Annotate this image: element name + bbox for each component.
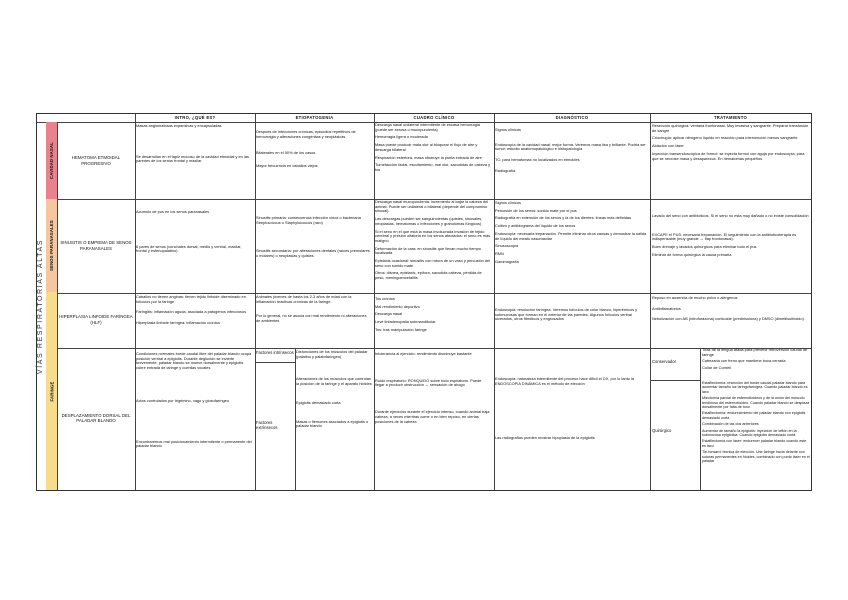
row-name-sinusitis: SINUSITIS O EMPIEMA DE SENOS PARANASALES <box>60 240 132 251</box>
section-senos-paranasales: SENOS PARANASALES <box>46 199 58 292</box>
cell-despl-trat-conservador: Tiras de la lengua atada para prevenir retroversión caudal de faringe Cabezada con freno que mantiene boca cerrada Collar de Cornell <box>702 348 808 371</box>
cell-hiper-etio: Animales jóvenes de hasta los 2-3 años de edad con la inflamación reactivas crónicas de la faringe. Por lo general, no se asocia con mal rendimiento ni alteraciones de ambientes <box>256 295 367 324</box>
cell-sinusitis-trat: Lavado del seno con antibióticos. Si el seno no esta muy dañado o no existe consolidación EXCAPE el PUS: necesaria trepanación. El seguimiento con la antibioticoterapia es indispensable (muy grande → flap frontonasal). Buen drenaje y lavados quirúrgicos para eliminar todo el pus Eliminar de forma quirúrgica la causa primaria <box>652 214 809 257</box>
label-factores-extrinsecos: Factores extrínsecos <box>256 420 278 430</box>
header-etiopatogenia: ETIOPATOGENIA <box>295 115 334 120</box>
row-name-hiperplasia: HIPERPLASIA LINFOIDE FARÍNGEA (HLF) <box>59 314 133 325</box>
header-cuadro-clinico: CUADRO CLÍNICO <box>413 115 455 120</box>
cell-hema-intro: Masas angiomatosas expansivas y encapsuladas Se desarrollan en el tapiz mucoso de la cavidad etmoidal y en las paredes de los senos frontal y maxilar <box>136 124 249 164</box>
section-cavidad-nasal: CAVIDAD NASAL <box>46 122 58 199</box>
row-divider <box>47 293 811 294</box>
cell-sinusitis-etio: Sinusitis primaria: consecuencia infección vírica o bacteriana Streptococcus o Staphylococcus (raro) Sinusitis secundaria: por alteraciones dentales (raíces premolares o molares) o neoplasias y quistes <box>256 216 370 259</box>
label-quirurgico: Quirúrgico <box>652 428 672 433</box>
cell-sinusitis-cuadro: Descarga nasal mucopurulenta: incremento al bajar la cabeza del animal. Puede ser unilateral o bilateral (depende del compromiso sinusal). Las descargas pueden ser sanguinolentas (quistes, sinusales, neoplasias, hematomas o infecciones y granulomas fúngicos) Si el seno en el que está la masa involucrada invasión de tejido cerebral y presión olfatoria en los senos afectados: el seno es más maligno Deformación de la cara: en sinusitis que llevan mucho tiempo localizada Epistaxis ocasional: sinusitis con rotura de un vaso y percusión del seno con sonido mate Otros: disnea, epistaxis, epífora, sacudida cabeza, pérdida de peso, meningoencefalitis <box>375 200 491 281</box>
label-factores-intrinsecos: Factores intrínsecos <box>256 350 294 355</box>
header-intro: INTRO, ¿QUÉ ES? <box>174 115 216 120</box>
cell-despl-diag: Endoscopia: naturaleza intermitente del proceso hace difícil el DX, por lo tanto la ENDOSCOPIA DINÁMICA es el método de elección Las radiografías pueden mostrar hipoplasia de la epiglotis <box>495 377 635 441</box>
sub-divider <box>650 380 700 381</box>
sub-divider <box>255 362 295 363</box>
section-faringe: FARINGE <box>46 292 58 490</box>
cell-hiper-diag: Endoscopia: resolución faríngea. Veremos folículos de color blanco, hiperémicos y submucosas que forman en el exterior de las paredes. Algunos folículos ventral ulcerados, otros fibróticos y engrosados <box>495 308 638 322</box>
cell-sinusitis-intro: Acúmulo de pus en los senos paranasales 6 pares de senos (conchales dorsal, medio y ventral, maxilar, frontal y esfenopalatino) <box>136 210 242 254</box>
cell-hiper-cuadro: Tos crónica Mal rendimiento deportivo Descarga nasal Leve linfadenopatía submandibular Tos: tras manipulación faringe <box>375 297 436 332</box>
label-conservador: Conservador <box>652 359 676 364</box>
cell-despl-trat-quirurgico: Estafilectomía: resección del borde caudal paladar blando para aumentar tamaño luz laringofaríngea. Cuando paladar blando es laxo Miectomía parcial de esternotioideos y de la unión del músculo tendinoso del esternotioideo. Cuando paladar blando se desplaza dorsalmente por falta de tono Estafilectomía: endurecimiento del paladar blando con epiglotis demasiado corta Combinación de las dos anteriores Aumentar de tamaño la epiglotis: inyección de teflón en la submucosa epiglótica. Cuando epiglotis demasiado corta Estafilectomía con láser: endurecer paladar blando cuando este es laxo Tie-forward: técnica de elección. Une laringe hacia delante con suturas permanentes en hioides, combinado con punto láser en el paladar <box>702 381 810 464</box>
header-tratamiento: TRATAMIENTO <box>713 115 748 120</box>
row-name-hematoma: HEMATOMA ETMOIDAL PROGRESIVO <box>71 155 121 166</box>
sub-divider <box>700 348 701 490</box>
cell-despl-intro: Condiciones normales borde caudal libre del paladar blando ocupa posición ventral a epiglotis. Durante deglución se invierte brevemente, paladar blando se mueve dorsalmente y epiglotis cubre entrada de laringe y cuerdas vocales Actos controlados por trigémino, vago y glosofaríngeo Encontraremos mal posicionamiento intermitente o permanente del paladar blando <box>136 352 252 449</box>
cell-hema-trat: Resección quirúrgica: ventana frontonasal. Muy invasiva y sangrante. Preparar transfusión de sangre Criocirugía: aplicar nitrógeno líquido en reacción para intervención menos sangrante Ablación con láser Inyección transendoscópica de formol: se inyecta formol con aguja por endoscopia, para que se necrose masa y desaparezca. En hematomas pequeños <box>652 124 809 161</box>
cell-hema-diag: Signos clínicos Endoscopía de la cavidad nasal: mejor forma. Veremos masa lisa y brillante. Podría ser tumor: estudio anatomopatológico e histopatología TC: para hematomas no localizados en etmoides Radiografía <box>495 128 646 173</box>
cell-hema-cuadro: Descarga nasal unilateral intermitente de escasa hemorragia (puede ser serosa o mucopurulenta) Hemorragia ligera o moderada Masa puede producir mala olor al bloquear el flujo de aire y descarga bilateral Respiración estertora, masa obstruye la punta entrada de aire Tumefacción facial, escofamiento, mal olor, sacudidas de cabeza y tos <box>375 123 491 172</box>
header-diagnostico: DIAGNÓSTICO <box>555 115 589 120</box>
cell-hiper-intro: Caballos no tienen anginas: tienen tejido linfoide diseminado en folículos por la faringe Faringitis: inflamación aguda, asociada a patógenos infecciosos Hiperplasia linfoide faríngea: inflamación crónica <box>136 295 247 326</box>
cell-sinusitis-diag: Signos clínicos Percusión de los senos: sonido mate por el pus Radiografía en extensión de los senos y la de los dientes: líneas más definidas Cultivo y antibiograma del líquido de los senos Endoscopia: necesaria trepanación. Permite eliminar otros causas y demostrar la salida de líquido del meato nasomaxilar Sinusoscopia RMN Gammagrafía <box>495 201 647 264</box>
cell-hiper-trat: Reposo en ausencia de mucho polvo o alérgenos Antiinflamatorios Nebulización con AB (nitrofurazona) corticoide (prednisolona) y DMSO (dimetilsulfóxido). <box>652 296 805 322</box>
cell-hema-etio: Después de infecciones crónicas, episodios repetitivos de hemorragia y alteraciones congénitas y neoplásicas Bilaterales en el 50% de los casos Mayor frecuencia en caballos viejos <box>256 130 356 169</box>
cell-despl-etio: Disfunciones de los músculos del paladar (palatino y palatofaríngeo) Alteraciones de los músculos que controlan la posición de la faringe y el aparato hioides Epiglotis demasiado corta Masas o flemones asociados a epiglotis o paladar blando <box>296 350 372 429</box>
row-divider <box>58 348 811 349</box>
cell-despl-cuadro: Intolerancia al ejercicio: rendimiento disminuye bastante Ruido respiratorio: RONQUIDO sobre todo espiratorio. Puede llegar a producir obstrucción → sensación de ahogo Durante ejercicios durante el ejercicio intenso, cuando animal baja cabeza, a veces mientras come o en bien reposo, en ciertas posiciones de la cabeza <box>375 352 490 424</box>
col-divider <box>650 114 651 490</box>
side-label: VÍAS RESPIRATORIAS ALTAS <box>37 238 45 374</box>
row-name-desplazamiento: DESPLAZAMIENTO DORSAL DEL PALADAR BLANDO <box>61 412 131 423</box>
